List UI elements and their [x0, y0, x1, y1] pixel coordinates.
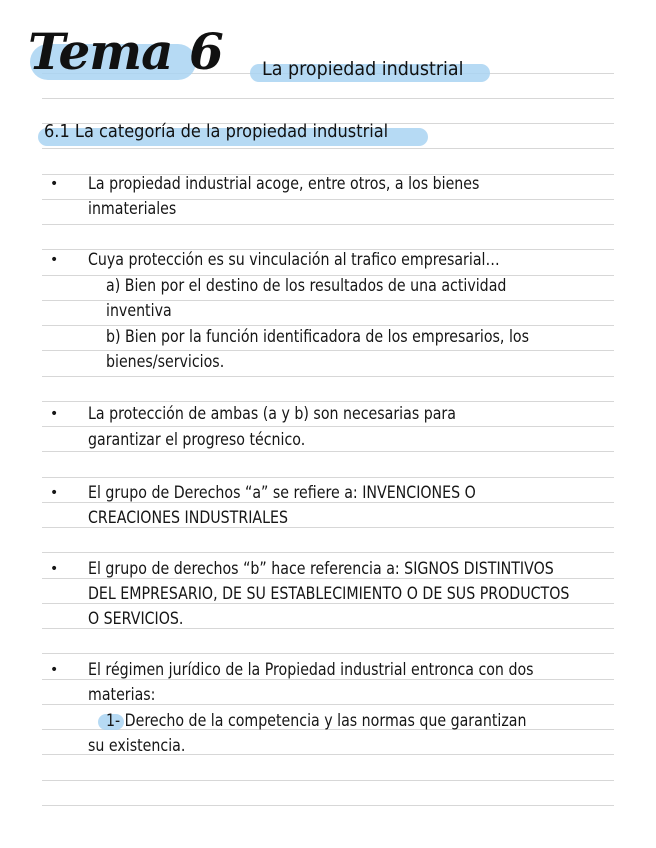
item-line: O SERVICIOS.: [88, 609, 184, 628]
page-subtitle: La propiedad industrial: [262, 58, 464, 80]
item-line: El grupo de derechos “b” hace referencia a: SIGNOS DISTINTIVOS: [88, 559, 554, 578]
item-line: garantizar el progreso técnico.: [88, 430, 306, 449]
section-heading: 6.1 La categoría de la propiedad industrial: [44, 121, 389, 142]
item-subline: b) Bien por la función identificadora de los empresarios, los: [106, 327, 529, 346]
bullet: •: [50, 485, 59, 501]
bullet: •: [50, 561, 59, 577]
item-line: El régimen jurídico de la Propiedad industrial entronca con dos: [88, 660, 534, 679]
bullet: •: [50, 176, 59, 192]
item-line: inmateriales: [88, 199, 177, 218]
bullet: •: [50, 406, 59, 422]
item-line: su existencia.: [88, 736, 186, 755]
item-line: DEL EMPRESARIO, DE SU ESTABLECIMIENTO O DE SUS PRODUCTOS: [88, 584, 570, 603]
item-line: Cuya protección es su vinculación al trafico empresarial…: [88, 250, 500, 269]
item-line: CREACIONES INDUSTRIALES: [88, 508, 288, 527]
item-line: materias:: [88, 685, 156, 704]
item-line: La propiedad industrial acoge, entre otros, a los bienes: [88, 174, 480, 193]
bullet: •: [50, 662, 59, 678]
page-title: Tema 6: [28, 22, 223, 81]
item-subline: 1- Derecho de la competencia y las normas que garantizan: [106, 711, 527, 730]
item-line: El grupo de Derechos “a” se refiere a: INVENCIONES O: [88, 483, 476, 502]
item-subline: inventiva: [106, 301, 172, 320]
bullet: •: [50, 252, 59, 268]
item-line: La protección de ambas (a y b) son necesarias para: [88, 404, 456, 423]
item-subline: a) Bien por el destino de los resultados de una actividad: [106, 276, 507, 295]
item-subline: bienes/servicios.: [106, 352, 225, 371]
